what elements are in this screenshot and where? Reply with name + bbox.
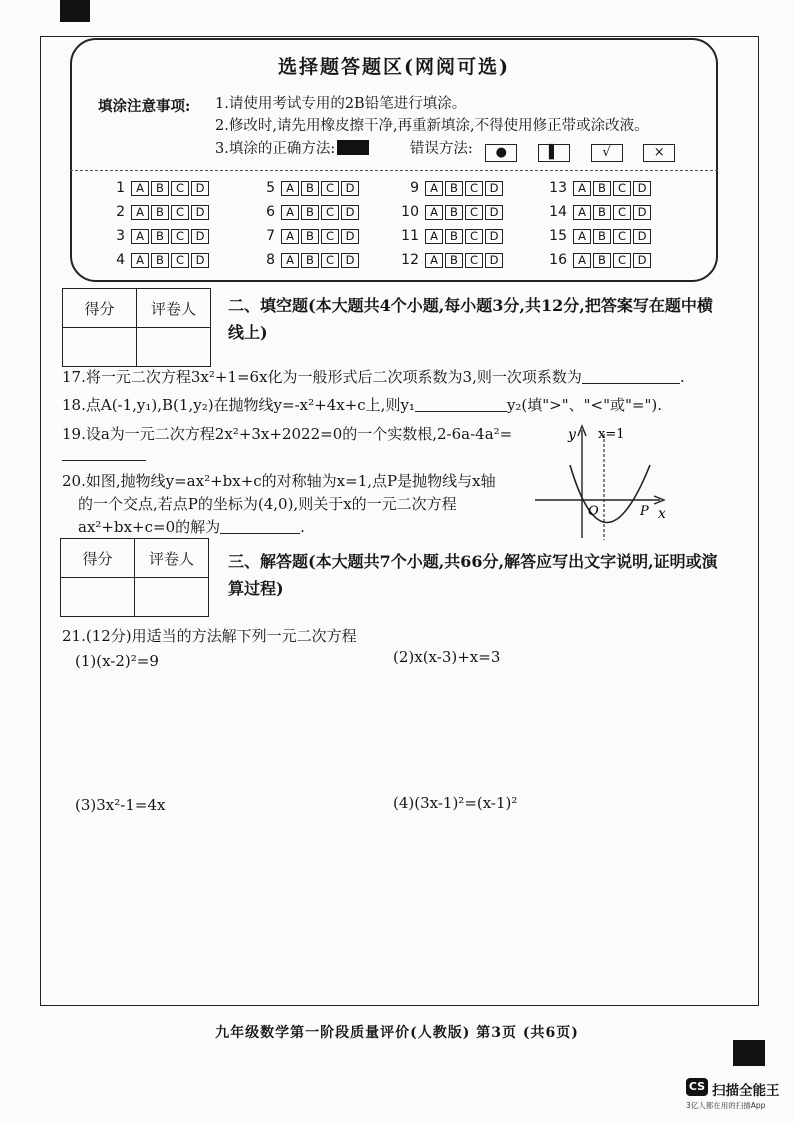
mcq-question-row — [103, 202, 211, 222]
mcq-option-bubble[interactable]: B — [151, 205, 169, 220]
grader-cell[interactable] — [137, 328, 211, 367]
mcq-option-bubble[interactable]: A — [573, 229, 591, 244]
mcq-option-bubble[interactable]: A — [131, 253, 149, 268]
section-3-line-2: 算过程) — [228, 579, 284, 598]
mcq-question-row — [545, 178, 653, 198]
mcq-option-bubble[interactable]: D — [485, 253, 503, 268]
mcq-option-bubble[interactable]: B — [301, 229, 319, 244]
mcq-option-bubble[interactable]: B — [301, 181, 319, 196]
mcq-option-bubble[interactable]: C — [465, 229, 483, 244]
mcq-question-row — [397, 250, 505, 270]
graph-axis-label: x=1 — [598, 427, 625, 442]
mcq-option-bubble[interactable]: B — [593, 253, 611, 268]
note-3-text: 3.填涂的正确方法: — [215, 141, 336, 157]
mcq-option-bubble[interactable]: C — [321, 205, 339, 220]
grader-header: 评卷人 — [137, 289, 211, 328]
mcq-question-number: 12 — [401, 252, 419, 268]
q19-answer-blank[interactable] — [62, 446, 146, 461]
question-21-part-1: (1)(x-2)²=9 — [75, 652, 159, 670]
scanner-brand: 扫描全能王 — [712, 1083, 780, 1099]
question-21-stem: 21.(12分)用适当的方法解下列一元二次方程 — [62, 627, 357, 645]
section-2-line-1: 二、填空题(本大题共4个小题,每小题3分,共12分,把答案写在题中横 — [228, 296, 713, 315]
mcq-option-bubble[interactable]: A — [425, 181, 443, 196]
mcq-question-number: 6 — [266, 204, 275, 220]
mcq-question-number: 5 — [266, 180, 275, 196]
mcq-question-number: 15 — [549, 228, 567, 244]
mcq-question-row — [253, 202, 361, 222]
mcq-option-bubble[interactable]: A — [573, 181, 591, 196]
question-21-part-2: (2)x(x-3)+x=3 — [393, 648, 501, 666]
mcq-question-number: 14 — [549, 204, 567, 220]
mcq-option-bubble[interactable]: A — [131, 181, 149, 196]
graph-p-label: P — [640, 504, 649, 519]
question-17 — [62, 366, 685, 387]
mcq-option-bubble[interactable]: D — [485, 181, 503, 196]
mcq-question-row — [253, 226, 361, 246]
section-3-line-1: 三、解答题(本大题共7个小题,共66分,解答应写出文字说明,证明或演 — [228, 552, 718, 571]
mcq-question-number: 2 — [116, 204, 125, 220]
mcq-option-bubble[interactable]: D — [191, 181, 209, 196]
question-21-part-3: (3)3x²-1=4x — [75, 796, 166, 814]
mcq-question-number: 11 — [401, 228, 419, 244]
mcq-option-bubble[interactable]: C — [171, 253, 189, 268]
scanner-tagline: 3亿人都在用的扫描App — [686, 1101, 766, 1110]
q18-text: 18.点A(-1,y₁),B(1,y₂)在抛物线y=-x²+4x+c上,则y₁ — [62, 396, 415, 414]
wrong-example-partial: ▌ — [538, 144, 570, 162]
q18-end: y₂(填">"、"<"或"="). — [506, 396, 662, 414]
notes-label: 填涂注意事项: — [98, 98, 191, 115]
answer-space[interactable] — [62, 680, 742, 1000]
mcq-option-bubble[interactable]: D — [485, 205, 503, 220]
question-21-part-4: (4)(3x-1)²=(x-1)² — [393, 794, 518, 812]
note-2: 2.修改时,请先用橡皮擦干净,再重新填涂,不得使用修正带或涂改液。 — [215, 118, 649, 134]
mcq-option-bubble[interactable]: D — [191, 229, 209, 244]
mcq-option-bubble[interactable]: B — [151, 181, 169, 196]
mcq-option-bubble[interactable]: C — [171, 205, 189, 220]
mcq-question-number: 4 — [116, 252, 125, 268]
question-18 — [62, 394, 662, 415]
mcq-option-bubble[interactable]: B — [151, 253, 169, 268]
score-header: 得分 — [63, 289, 137, 328]
score-table-section-3 — [60, 538, 209, 617]
question-19: 19.设a为一元二次方程2x²+3x+2022=0的一个实数根,2-6a-4a²= — [62, 425, 513, 443]
mcq-option-bubble[interactable]: A — [425, 229, 443, 244]
mcq-question-row — [103, 178, 211, 198]
q20-line-3 — [62, 516, 496, 539]
mcq-option-bubble[interactable]: D — [341, 205, 359, 220]
mcq-option-bubble[interactable]: D — [633, 229, 651, 244]
score-cell[interactable] — [61, 578, 135, 617]
grader-cell[interactable] — [135, 578, 209, 617]
section-2-line-2: 线上) — [228, 323, 268, 342]
graph-y-label: y — [568, 427, 576, 443]
mcq-option-bubble[interactable]: B — [593, 181, 611, 196]
mcq-question-row — [397, 226, 505, 246]
mcq-option-bubble[interactable]: C — [613, 205, 631, 220]
mcq-option-bubble[interactable]: A — [425, 205, 443, 220]
mcq-option-bubble[interactable]: C — [171, 181, 189, 196]
section-3-heading — [228, 548, 748, 602]
question-20 — [62, 470, 496, 539]
mcq-question-number: 13 — [549, 180, 567, 196]
mcq-option-bubble[interactable]: B — [445, 229, 463, 244]
q20-end: . — [300, 518, 305, 536]
mcq-option-bubble[interactable]: D — [341, 181, 359, 196]
mcq-option-bubble[interactable]: C — [465, 205, 483, 220]
mcq-option-bubble[interactable]: B — [593, 205, 611, 220]
wrong-example-dot: ● — [485, 144, 517, 162]
mcq-question-row — [545, 250, 653, 270]
mcq-question-number: 10 — [401, 204, 419, 220]
score-cell[interactable] — [63, 328, 137, 367]
mcq-option-bubble[interactable]: B — [301, 253, 319, 268]
mcq-title: 选择题答题区(网阅可选) — [278, 56, 510, 78]
mcq-option-bubble[interactable]: C — [465, 181, 483, 196]
q17-answer-blank[interactable] — [582, 369, 680, 384]
graph-x-label: x — [658, 506, 666, 522]
q20-text: ax²+bx+c=0的解为 — [78, 518, 221, 536]
mcq-question-row — [253, 250, 361, 270]
mcq-option-bubble[interactable]: D — [191, 253, 209, 268]
mcq-option-bubble[interactable]: D — [341, 253, 359, 268]
mcq-option-bubble[interactable]: A — [131, 205, 149, 220]
q20-line-1: 20.如图,抛物线y=ax²+bx+c的对称轴为x=1,点P是抛物线与x轴 — [62, 472, 496, 490]
q18-answer-blank[interactable] — [415, 397, 507, 412]
mcq-option-bubble[interactable]: D — [485, 229, 503, 244]
grader-header: 评卷人 — [135, 539, 209, 578]
mcq-option-bubble[interactable]: A — [573, 253, 591, 268]
score-header: 得分 — [61, 539, 135, 578]
mcq-question-row — [253, 178, 361, 198]
mcq-option-bubble[interactable]: A — [281, 181, 299, 196]
mcq-question-row — [545, 202, 653, 222]
mcq-option-bubble[interactable]: B — [445, 205, 463, 220]
mcq-option-bubble[interactable]: C — [321, 181, 339, 196]
wrong-example-cross: × — [643, 144, 675, 162]
mcq-option-bubble[interactable]: A — [281, 253, 299, 268]
correct-fill-example — [337, 140, 369, 155]
q20-line-2: 的一个交点,若点P的坐标为(4,0),则关于x的一元二次方程 — [78, 495, 457, 513]
wrong-example-check: √ — [591, 144, 623, 162]
mcq-option-bubble[interactable]: A — [281, 205, 299, 220]
mcq-question-number: 8 — [266, 252, 275, 268]
mcq-question-row — [397, 178, 505, 198]
mcq-question-row — [103, 226, 211, 246]
score-table-section-2 — [62, 288, 211, 367]
section-2-heading — [228, 292, 748, 346]
q17-text: 17.将一元二次方程3x²+1=6x化为一般形式后二次项系数为3,则一次项系数为 — [62, 368, 582, 386]
mcq-option-bubble[interactable]: A — [281, 229, 299, 244]
mcq-question-number: 16 — [549, 252, 567, 268]
mcq-option-bubble[interactable]: D — [633, 253, 651, 268]
parabola-figure — [530, 420, 680, 545]
page-footer: 九年级数学第一阶段质量评价(人教版) 第3页 (共6页) — [215, 1025, 579, 1041]
mcq-option-bubble[interactable]: C — [613, 229, 631, 244]
mcq-option-bubble[interactable]: C — [613, 181, 631, 196]
mcq-option-bubble[interactable]: D — [633, 205, 651, 220]
mcq-option-bubble[interactable]: C — [321, 253, 339, 268]
mcq-option-bubble[interactable]: B — [593, 229, 611, 244]
mcq-option-bubble[interactable]: B — [445, 181, 463, 196]
note-3 — [215, 137, 675, 162]
mcq-option-bubble[interactable]: A — [131, 229, 149, 244]
graph-origin-label: O — [588, 504, 599, 519]
mcq-option-bubble[interactable]: C — [171, 229, 189, 244]
mcq-question-number: 9 — [410, 180, 419, 196]
wrong-method-label: 错误方法: — [409, 141, 473, 157]
mcq-question-number: 1 — [116, 180, 125, 196]
mcq-option-bubble[interactable]: B — [151, 229, 169, 244]
mcq-question-row — [103, 250, 211, 270]
mcq-option-bubble[interactable]: D — [341, 229, 359, 244]
mcq-question-row — [397, 202, 505, 222]
q17-end: . — [679, 368, 685, 386]
mcq-question-row — [545, 226, 653, 246]
scanner-logo-icon: CS — [686, 1078, 708, 1096]
mcq-option-bubble[interactable]: C — [321, 229, 339, 244]
q20-answer-blank[interactable] — [220, 519, 300, 534]
mcq-option-bubble[interactable]: D — [191, 205, 209, 220]
corner-mark-bottom-right — [733, 1040, 765, 1066]
mcq-option-bubble[interactable]: B — [445, 253, 463, 268]
mcq-option-bubble[interactable]: A — [573, 205, 591, 220]
mcq-question-number: 3 — [116, 228, 125, 244]
mcq-option-bubble[interactable]: C — [465, 253, 483, 268]
mcq-question-number: 7 — [266, 228, 275, 244]
mcq-option-bubble[interactable]: B — [301, 205, 319, 220]
corner-mark-top-left — [60, 0, 90, 22]
mcq-option-bubble[interactable]: C — [613, 253, 631, 268]
note-1: 1.请使用考试专用的2B铅笔进行填涂。 — [215, 96, 467, 112]
mcq-divider — [70, 170, 718, 171]
mcq-option-bubble[interactable]: A — [425, 253, 443, 268]
mcq-option-bubble[interactable]: D — [633, 181, 651, 196]
